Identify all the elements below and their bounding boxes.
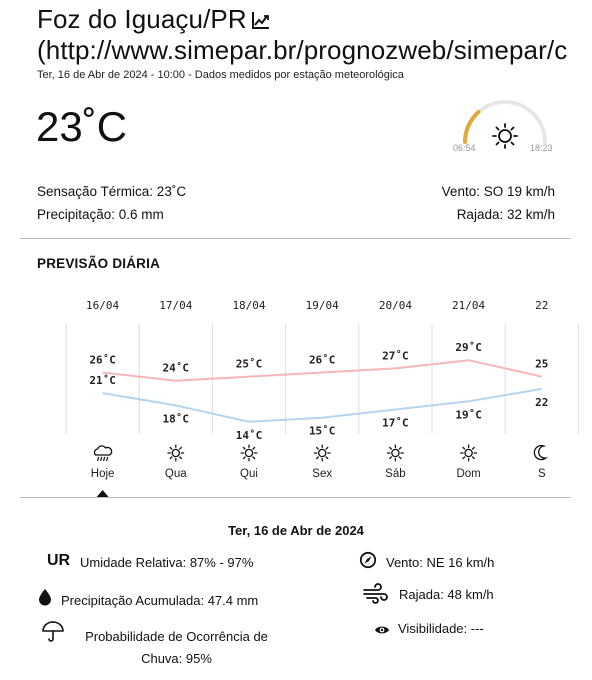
max-temperature-label: 26˚C	[89, 353, 116, 367]
daily-forecast-title: PREVISÃO DIÁRIA	[37, 256, 161, 271]
measurement-subtitle: Ter, 16 de Abr de 2024 - 10:00 - Dados medidos por estação meteorológica	[37, 69, 404, 81]
max-temperature-label: 26˚C	[308, 353, 336, 367]
min-temperature-label: 19˚C	[455, 408, 482, 422]
feels-like: Sensação Térmica: 23˚C	[37, 184, 187, 199]
forecast-day-label: Sex	[312, 468, 333, 480]
visibility: Visibilidade: ---	[398, 621, 484, 636]
current-precipitation: Precipitação: 0.6 mm	[37, 207, 164, 222]
forecast-day-label: S	[537, 468, 546, 480]
min-temperature-label: 18˚C	[162, 412, 190, 426]
sun-icon	[241, 445, 257, 461]
max-temperature-label: 25	[535, 357, 549, 371]
forecast-day-label: Dom	[456, 468, 481, 480]
source-url[interactable]: (http://www.simepar.br/prognozweb/simepar/c	[37, 35, 568, 65]
max-temperature-label: 29˚C	[455, 341, 482, 355]
umbrella-icon	[41, 621, 65, 648]
detail-date: Ter, 16 de Abr de 2024	[228, 523, 364, 538]
min-temperature-label: 17˚C	[382, 416, 409, 430]
sun-icon	[461, 445, 477, 461]
section-divider	[20, 238, 571, 239]
relative-humidity: Umidade Relativa: 87% - 97%	[80, 555, 254, 570]
forecast-day-label: Hoje	[90, 468, 115, 480]
eye-icon	[374, 623, 390, 641]
min-temperature-label: 15˚C	[308, 424, 336, 438]
sun-progress-arc	[465, 112, 479, 142]
forecast-date-label: 17/04	[159, 299, 193, 312]
compass-icon	[359, 551, 377, 574]
sunrise-time: 06:54	[453, 143, 476, 153]
forecast-day-label: Qui	[240, 468, 258, 480]
forecast-day-label: Sáb	[385, 468, 406, 480]
current-temperature: 23˚C	[36, 103, 128, 150]
max-temperature-label: 25˚C	[235, 357, 263, 371]
selected-day-indicator	[97, 490, 109, 497]
min-temperature-label: 22	[535, 395, 549, 409]
sunset-time: 18:23	[530, 143, 553, 153]
forecast-date-label: 19/04	[305, 299, 339, 312]
sun-icon	[314, 445, 330, 461]
sun-icon	[168, 445, 184, 461]
sun-icon	[388, 445, 404, 461]
current-gust: Rajada: 32 km/h	[456, 207, 555, 222]
forecast-date-label: 20/04	[378, 299, 412, 312]
accumulated-precipitation: Precipitação Acumulada: 47.4 mm	[61, 593, 259, 608]
wind-gust-icon	[362, 584, 390, 609]
sun-icon	[493, 124, 517, 148]
forecast-date-label: 18/04	[232, 299, 266, 312]
forecast-day-label: Qua	[164, 468, 187, 480]
rain-cloud-icon	[95, 446, 112, 461]
forecast-wind: Vento: NE 16 km/h	[386, 555, 495, 570]
city-title	[37, 4, 271, 35]
min-temperature-label: 14˚C	[235, 428, 263, 442]
forecast-date-label: 22	[535, 299, 549, 312]
current-wind: Vento: SO 19 km/h	[441, 184, 555, 199]
max-temperature-label: 27˚C	[382, 349, 409, 363]
moon-icon	[534, 446, 545, 460]
rain-probability: Probabilidade de Ocorrência de Chuva: 95%	[85, 629, 268, 666]
forecast-date-label: 21/04	[452, 299, 486, 312]
min-temperature-label: 21˚C	[89, 374, 116, 388]
forecast-gust: Rajada: 48 km/h	[399, 587, 494, 602]
forecast-divider	[20, 497, 571, 498]
forecast-date-label: 16/04	[86, 299, 120, 312]
daily-forecast-chart[interactable]	[66, 292, 549, 502]
city-name: Foz do Iguaçu/PR	[37, 4, 247, 34]
water-drop-icon	[39, 589, 51, 610]
max-temperature-label: 24˚C	[162, 361, 190, 375]
forecast-svg	[66, 292, 549, 502]
humidity-ur-icon: UR	[47, 552, 71, 569]
chart-trend-icon[interactable]	[251, 6, 271, 26]
